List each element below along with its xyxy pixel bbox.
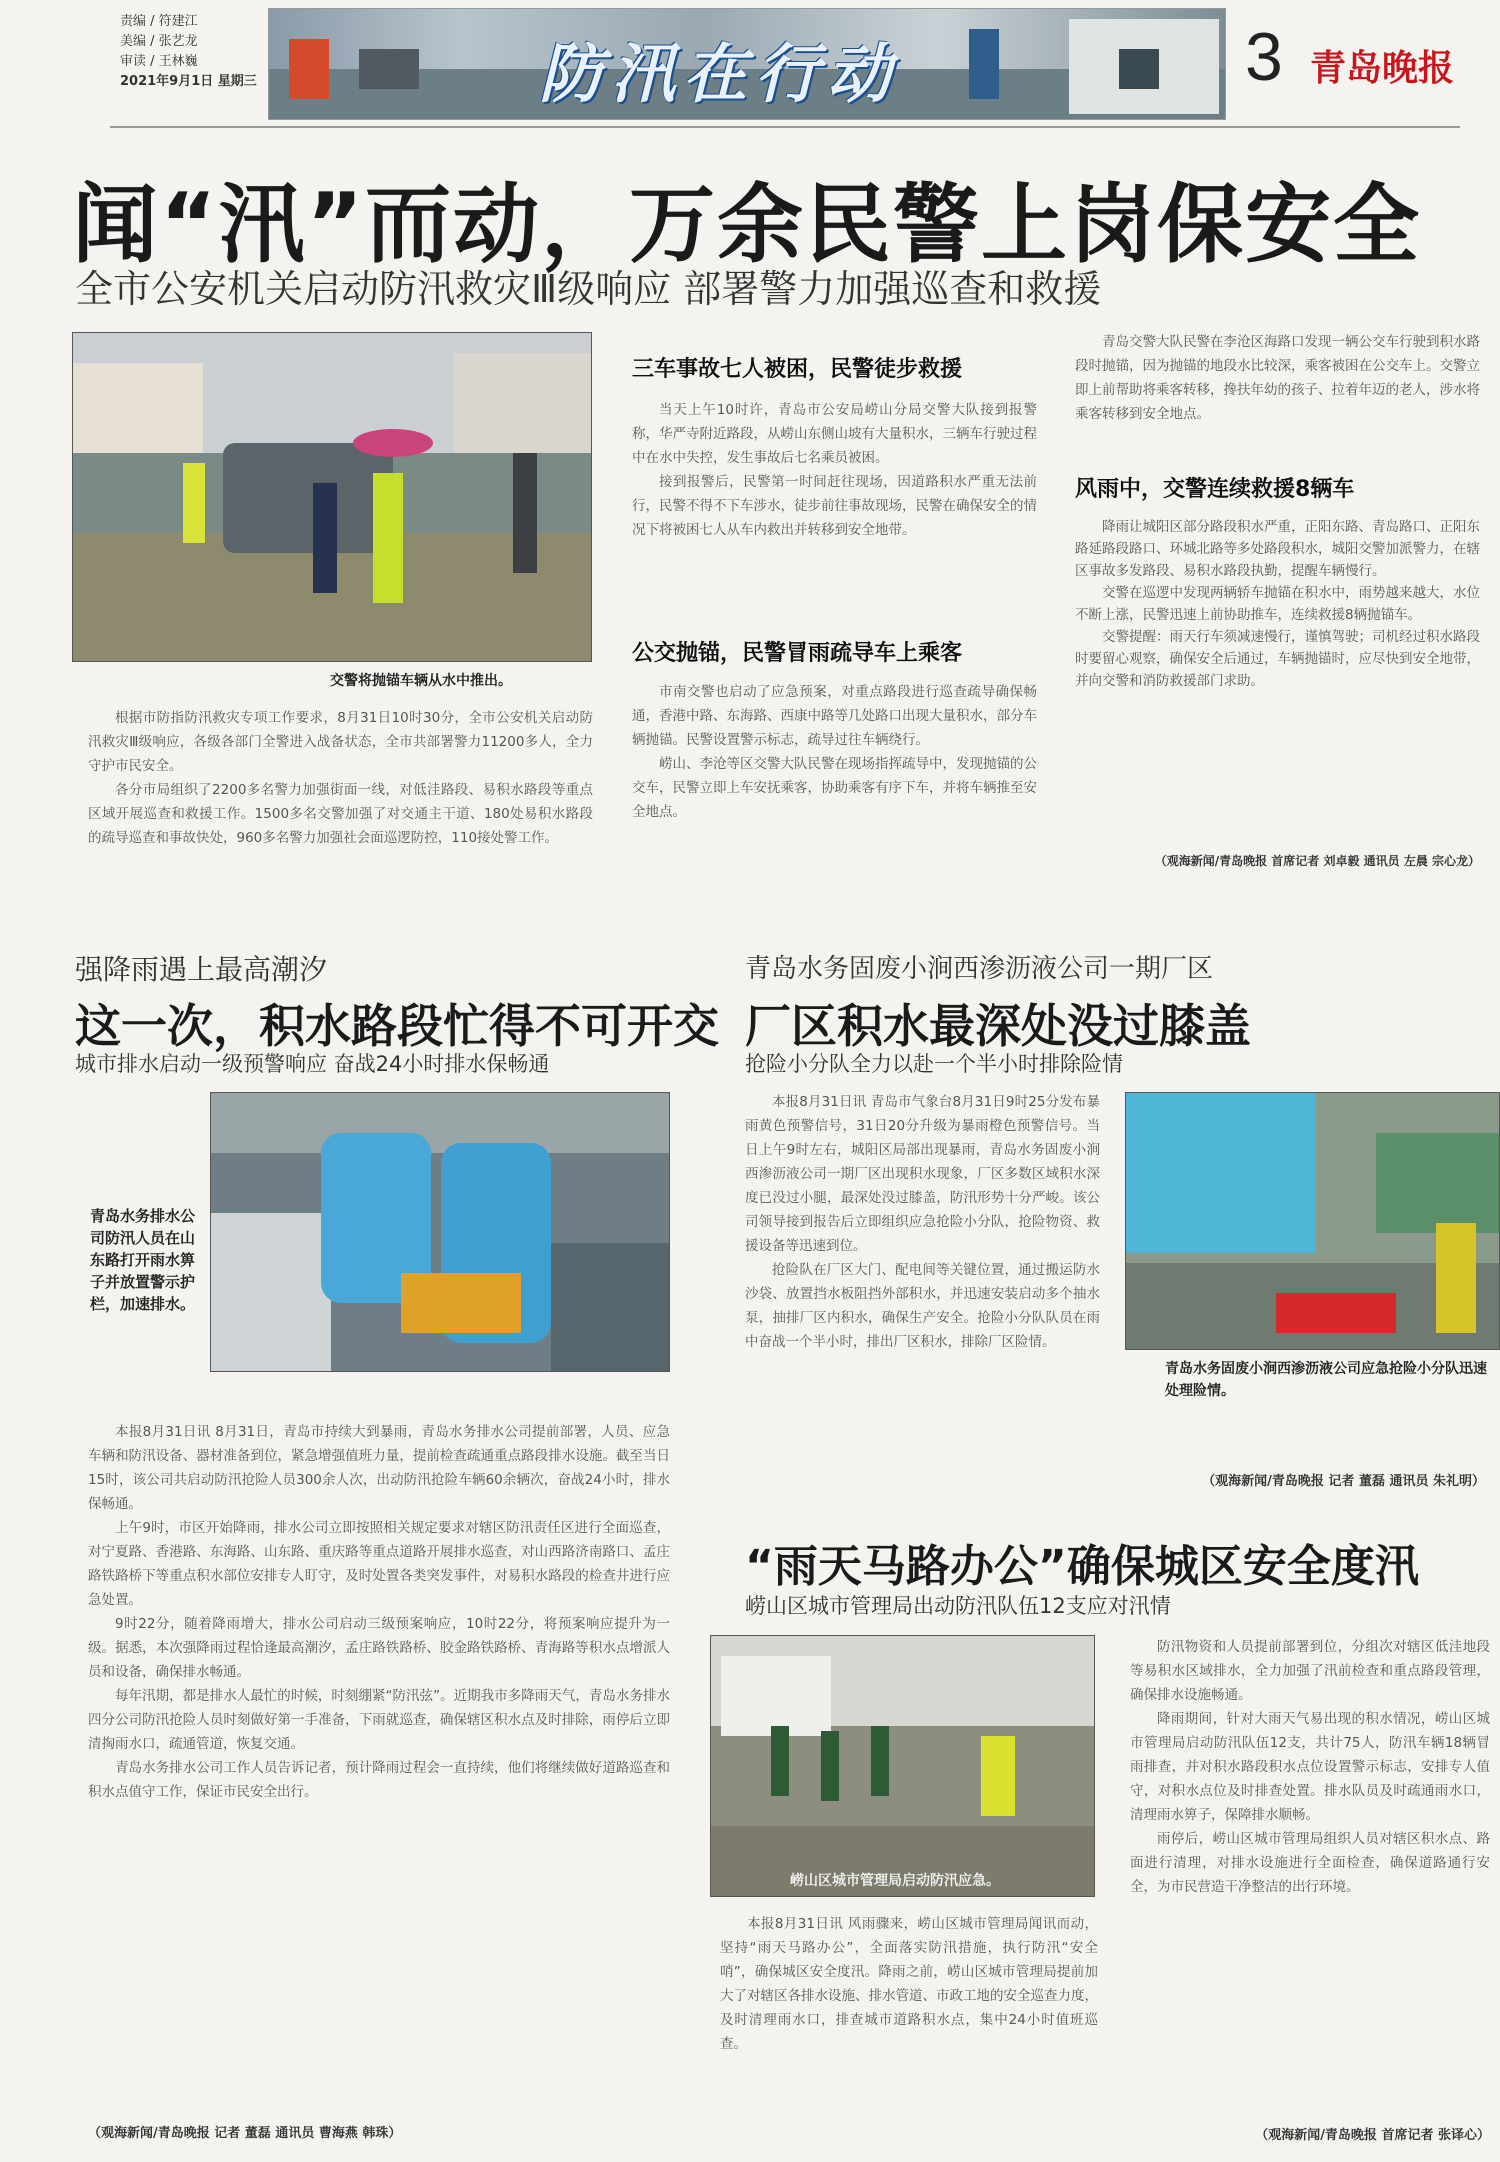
bottom-story-photo-caption: 崂山区城市管理局启动防汛应急。 xyxy=(790,1873,1000,1889)
left-story-subheadline: 城市排水启动一级预警响应 奋战24小时排水保畅通 xyxy=(75,1052,550,1076)
header-divider xyxy=(110,126,1460,128)
left-story-paragraph: 本报8月31日讯 8月31日，青岛市持续大到暴雨，青岛水务排水公司提前部署，人员、应急车辆和防汛设备、器材准备到位，紧急增强值班力量，提前检查疏通重点路段排水设施。截至当日15时，该公司共启动防汛抢险人员300余人次，出动防汛抢险车辆60余辆次，奋战24小时，排水保畅通。 xyxy=(88,1424,670,1512)
left-story-paragraph: 青岛水务排水公司工作人员告诉记者，预计降雨过程会一直持续，他们将继续做好道路巡查和积水点值守工作，保证市民安全出行。 xyxy=(88,1760,670,1800)
header-banner-image xyxy=(268,8,1226,120)
bottom-story-photo-image xyxy=(711,1636,1095,1897)
lead-intro-paragraph: 各分市局组织了2200多名警力加强街面一线，对低洼路段、易积水路段等重点区域开展巡查和救援工作。1500多名交警加强了对交通主干道、180处易积水路段的疏导巡查和事故快处，960多名警力加强社会面巡逻防控，110接处警工作。 xyxy=(88,782,593,846)
meta-editor: 责编 / 符建江 xyxy=(120,14,198,29)
left-story-paragraph: 每年汛期，都是排水人最忙的时候，时刻绷紧“防汛弦”。近期我市多降雨天气，青岛水务排水四分公司防汛抢险人员时刻做好第一手准备，下雨就巡查，确保辖区积水点及时排除，雨停后立即清掏雨水口，疏通管道，恢复交通。 xyxy=(88,1688,670,1752)
left-story-byline: （观海新闻/青岛晚报 记者 董磊 通讯员 曹海燕 韩珠） xyxy=(88,2126,402,2141)
left-story-photo-image xyxy=(211,1093,670,1372)
right-story-byline: （观海新闻/青岛晚报 记者 董磊 通讯员 朱礼明） xyxy=(1202,1474,1485,1489)
left-story-paragraph: 上午9时，市区开始降雨，排水公司立即按照相关规定要求对辖区防汛责任区进行全面巡查，对宁夏路、香港路、东海路、山东路、重庆路等重点道路开展排水巡查，对山西路济南路口、孟庄路铁路桥下等重点积水部位安排专人盯守，及时处置各类突发事件，对易积水路段的检查井进行应急处置。 xyxy=(88,1520,670,1608)
bottom-story-paragraph: 防汛物资和人员提前部署到位，分组次对辖区低洼地段等易积水区域排水，全力加强了汛前检查和重点路段管理，确保排水设施畅通。 xyxy=(1130,1639,1490,1703)
lead-section-heading: 公交抛锚，民警冒雨疏导车上乘客 xyxy=(632,641,963,666)
left-story-photo xyxy=(210,1092,670,1372)
lead-section-heading: 三车事故七人被困，民警徒步救援 xyxy=(632,357,963,382)
lead-section-heading: 风雨中，交警连续救援8辆车 xyxy=(1075,477,1355,502)
bottom-story-paragraph: 降雨期间，针对大雨天气易出现的积水情况，崂山区城市管理局启动防汛队伍12支，共计75人，防汛车辆18辆冒雨排查，并对积水路段积水点位设置警示标志，安排专人值守，对积水点位及时排查处置。排水队员及时疏通雨水口，清理雨水箅子，保障排水顺畅。 xyxy=(1130,1711,1490,1823)
page-meta xyxy=(120,12,260,92)
bottom-story-headline: “雨天马路办公”确保城区安全度汛 xyxy=(745,1541,1419,1592)
bottom-story-byline: （观海新闻/青岛晚报 首席记者 张译心） xyxy=(1255,2128,1490,2143)
bottom-story-paragraph: 雨停后，崂山区城市管理局组织人员对辖区积水点、路面进行清理，对排水设施进行全面检查，确保道路通行安全，为市民营造干净整洁的出行环境。 xyxy=(1130,1831,1490,1895)
lead-photo-image xyxy=(73,333,592,662)
lead-section-text xyxy=(632,398,1037,630)
lead-subheadline: 全市公安机关启动防汛救灾Ⅲ级响应 部署警力加强巡查和救援 xyxy=(75,267,1102,311)
right-story-paragraph: 抢险队在厂区大门、配电间等关键位置，通过搬运防水沙袋、放置挡水板阻挡外部积水，并迅速安装启动多个抽水泵，抽排厂区内积水，确保生产安全。抢险小分队队员在雨中奋战一个半小时，排出厂区积水，排除厂区险情。 xyxy=(745,1262,1100,1350)
left-story-photo-caption: 青岛水务排水公司防汛人员在山东路打开雨水箅子并放置警示护栏，加速排水。 xyxy=(90,1207,196,1313)
right-story-photo xyxy=(1125,1092,1500,1350)
lead-section-text xyxy=(632,680,1037,900)
bottom-story-text-left xyxy=(720,1912,1098,2127)
lead-section-paragraph: 交警在巡逻中发现两辆轿车抛锚在积水中，雨势越来越大，水位不断上涨，民警迅速上前协助推车，连续救援8辆抛锚车。 xyxy=(1075,585,1480,623)
lead-intro-text xyxy=(88,706,593,906)
right-story-photo-caption: 青岛水务固废小涧西渗沥液公司应急抢险小分队迅速处理险情。 xyxy=(1165,1361,1487,1399)
newspaper-logo: 青岛晚报 xyxy=(1310,47,1455,89)
meta-date: 2021年9月1日 星期三 xyxy=(120,74,257,89)
bottom-story-photo xyxy=(710,1635,1095,1897)
left-story-headline: 这一次，积水路段忙得不可开交 xyxy=(75,999,719,1053)
banner-title: 防汛在行动 xyxy=(539,37,899,112)
bottom-story-paragraph: 本报8月31日讯 风雨骤来，崂山区城市管理局闻讯而动，坚持“雨天马路办公”，全面落实防汛措施，执行防汛“安全哨”，确保城区安全度汛。降雨之前，崂山区城市管理局提前加大了对辖区各排水设施、排水管道、市政工地的安全巡查力度，及时清理雨水口，排查城市道路积水点，集中24小时值班巡查。 xyxy=(720,1916,1098,2052)
lead-section-paragraph: 交警提醒：雨天行车须减速慢行，谨慎驾驶；司机经过积水路段时要留心观察，确保安全后通过，车辆抛锚时，应尽快到安全地带，并向交警和消防救援部门求助。 xyxy=(1075,629,1480,689)
lead-intro-paragraph: 根据市防指防汛救灾专项工作要求，8月31日10时30分，全市公安机关启动防汛救灾Ⅲ级响应，各级各部门全警进入战备状态，全市共部署警力11200多人，全力守护市民安全。 xyxy=(88,710,593,774)
left-story-paragraph: 9时22分，随着降雨增大，排水公司启动三级预案响应，10时22分，将预案响应提升为一级。据悉，本次强降雨过程恰逢最高潮汐，孟庄路铁路桥、胶金路铁路桥、青海路等积水点增派人员和设备，确保排水畅通。 xyxy=(88,1616,670,1680)
bottom-story-text-right xyxy=(1130,1635,1490,2120)
lead-photo-caption: 交警将抛锚车辆从水中推出。 xyxy=(330,673,512,689)
lead-section-paragraph: 接到报警后，民警第一时间赶往现场，因道路积水严重无法前行，民警不得不下车涉水，徒步前往事故现场，民警在确保安全的情况下将被困七人从车内救出并转移到安全地带。 xyxy=(632,474,1037,538)
lead-headline: 闻“汛”而动，万余民警上岗保安全 xyxy=(72,175,1422,275)
meta-designer: 美编 / 张艺龙 xyxy=(120,34,198,49)
page-number: 3 xyxy=(1245,19,1283,95)
bottom-story-subheadline: 崂山区城市管理局出动防汛队伍12支应对汛情 xyxy=(745,1594,1171,1618)
lead-column-paragraph: 青岛交警大队民警在李沧区海路口发现一辆公交车行驶到积水路段时抛锚，因为抛锚的地段水比较深，乘客被困在公交车上。交警立即上前帮助将乘客转移，搀扶年幼的孩子、拉着年迈的老人，涉水将乘客转移到安全地点。 xyxy=(1075,334,1480,422)
left-story-text xyxy=(88,1420,670,2120)
left-story-kicker: 强降雨遇上最高潮汐 xyxy=(75,953,328,986)
lead-photo xyxy=(72,332,592,662)
lead-section-paragraph: 降雨让城阳区部分路段积水严重，正阳东路、青岛路口、正阳东路延路段路口、环城北路等多处路段积水，城阳交警加派警力，在辖区事故多发路段、易积水路段执勤，提醒车辆慢行。 xyxy=(1075,519,1480,579)
lead-column-text xyxy=(1075,330,1480,458)
right-story-subheadline: 抢险小分队全力以赴一个半小时排除险情 xyxy=(745,1052,1123,1076)
right-story-photo-image xyxy=(1126,1093,1500,1350)
right-story-paragraph: 本报8月31日讯 青岛市气象台8月31日9时25分发布暴雨黄色预警信号，31日20分升级为暴雨橙色预警信号。当日上午9时左右，城阳区局部出现暴雨，青岛水务固废小涧西渗沥液公司一期厂区出现积水现象，厂区多数区域积水深度已没过小腿，最深处没过膝盖，防汛形势十分严峻。该公司领导接到报告后立即组织应急抢险小分队，抢险物资、救援设备等迅速到位。 xyxy=(745,1094,1100,1254)
lead-section-text xyxy=(1075,516,1480,846)
right-story-kicker: 青岛水务固废小涧西渗沥液公司一期厂区 xyxy=(745,954,1214,984)
lead-section-paragraph: 当天上午10时许，青岛市公安局崂山分局交警大队接到报警称，华严寺附近路段，从崂山东侧山坡有大量积水，三辆车行驶过程中在水中失控，发生事故后七名乘员被困。 xyxy=(632,402,1037,466)
lead-section-paragraph: 市南交警也启动了应急预案，对重点路段进行巡查疏导确保畅通，香港中路、东海路、西康中路等几处路口出现大量积水，部分车辆抛锚。民警设置警示标志，疏导过往车辆绕行。 xyxy=(632,684,1037,748)
meta-reviewer: 审读 / 王林巍 xyxy=(120,54,198,69)
right-story-headline: 厂区积水最深处没过膝盖 xyxy=(745,999,1251,1053)
right-story-text xyxy=(745,1090,1100,1500)
lead-byline: （观海新闻/青岛晚报 首席记者 刘卓毅 通讯员 左晨 宗心龙） xyxy=(1154,854,1480,868)
lead-section-paragraph: 崂山、李沧等区交警大队民警在现场指挥疏导中，发现抛锚的公交车，民警立即上车安抚乘客，协助乘客有序下车，并将车辆推至安全地点。 xyxy=(632,756,1037,820)
